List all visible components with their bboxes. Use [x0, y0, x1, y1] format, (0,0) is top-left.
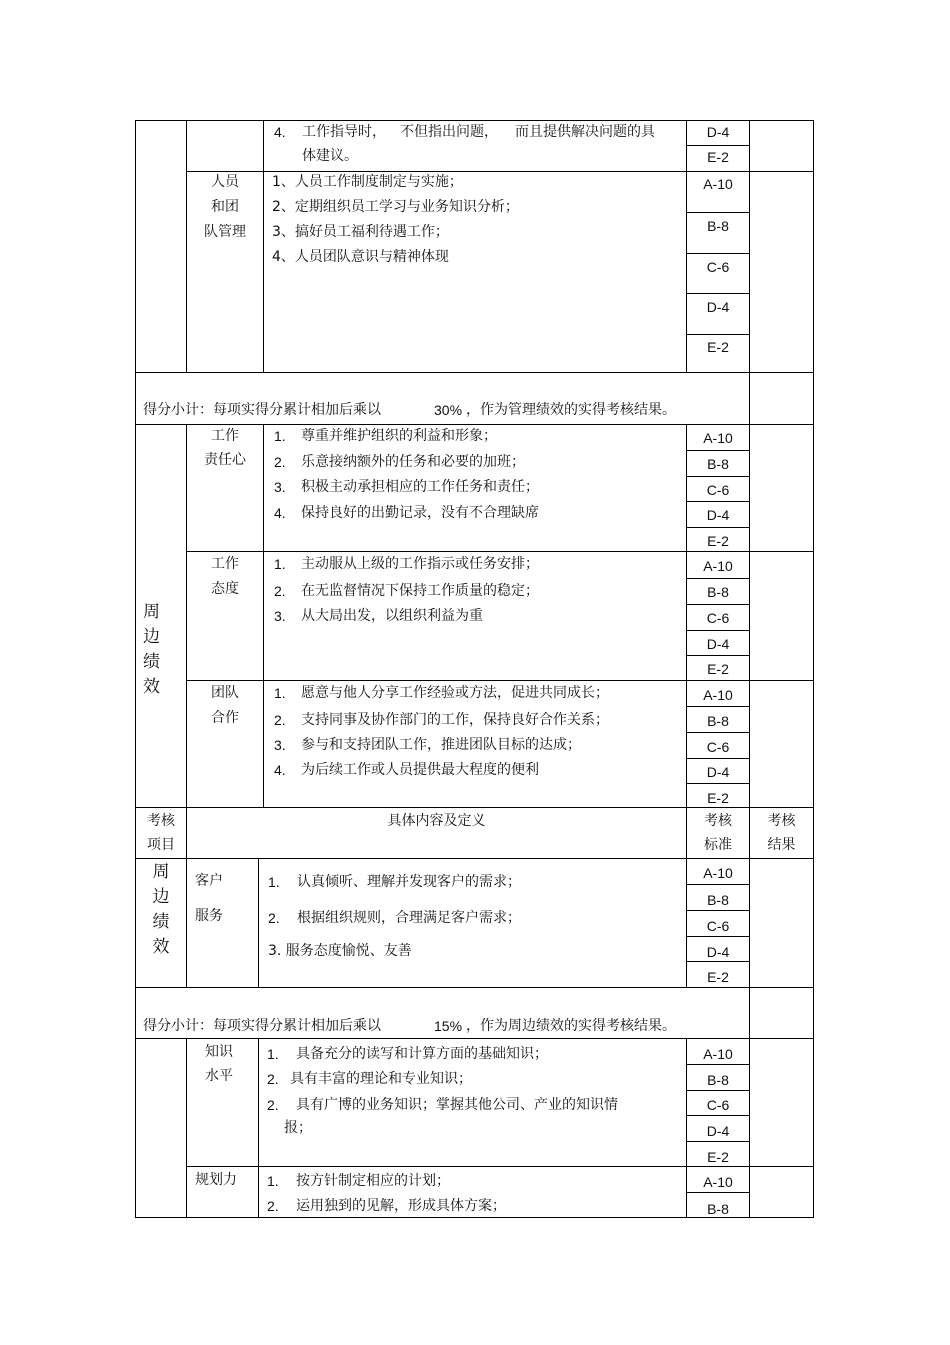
list-item: 尊重并维护组织的利益和形象；: [301, 428, 497, 444]
list-item: 保持良好的出勤记录，没有不合理缺席: [301, 505, 539, 521]
item-number: 1.: [267, 1173, 279, 1189]
list-item: 按方针制定相应的计划；: [296, 1173, 450, 1189]
criterion-label: 工作: [211, 428, 239, 444]
grade-cell: C-6: [706, 1097, 730, 1113]
item-number: 2.: [267, 1071, 279, 1087]
list-item: 为后续工作或人员提供最大程度的便利: [301, 762, 539, 778]
grade-cell: A-10: [703, 1174, 733, 1190]
list-item: 愿意与他人分享工作经验或方法，促进共同成长；: [301, 685, 609, 701]
grade-cell: C-6: [706, 918, 730, 934]
header-item: 项目: [147, 837, 175, 853]
grade-cell: C-6: [706, 259, 730, 275]
criterion-label: 态度: [211, 581, 239, 597]
grade-cell: A-10: [703, 176, 733, 192]
header-result: 考核: [767, 813, 796, 829]
grade-cell: D-4: [706, 507, 730, 523]
criterion-label: 合作: [211, 710, 239, 726]
list-item: 2、定期组织员工学习与业务知识分析；: [272, 199, 519, 215]
list-item: 具有丰富的理论和专业知识；: [290, 1071, 472, 1087]
header-result: 结果: [767, 837, 796, 853]
list-item: 3、搞好员工福利待遇工作；: [272, 224, 449, 240]
subtotal-text: 得分小计：每项实得分累计相加后乘以: [143, 402, 381, 418]
list-item: 主动服从上级的工作指示或任务安排；: [301, 556, 539, 572]
category-label: 周: [152, 862, 170, 882]
criterion-label: 客户: [195, 873, 223, 889]
grade-cell: C-6: [706, 739, 730, 755]
list-item: 运用独到的见解，形成具体方案；: [296, 1198, 506, 1214]
header-standard: 标准: [704, 837, 732, 853]
grade-cell: E-2: [707, 1149, 729, 1165]
criterion-label: 知识: [205, 1044, 233, 1060]
item-number: 4.: [274, 505, 286, 521]
item-number: 2.: [267, 1198, 279, 1214]
item-number: 1.: [267, 1046, 279, 1062]
criterion-label: 团队: [211, 685, 239, 701]
item-number: 1.: [274, 428, 286, 444]
criterion-label: 和团: [211, 199, 239, 215]
item-number: 2.: [267, 1097, 279, 1113]
item-number: 4.: [274, 762, 286, 778]
criterion-label: 服务: [195, 908, 223, 924]
list-item: 乐意接纳额外的任务和必要的加班；: [301, 454, 525, 470]
item-number: 4.: [274, 124, 286, 140]
list-item: 从大局出发，以组织利益为重: [301, 608, 483, 624]
grade-cell: B-8: [707, 218, 729, 234]
item-number: 2.: [274, 583, 286, 599]
category-label: 效: [152, 937, 170, 957]
item-number: 1.: [274, 556, 286, 572]
header-item: 考核: [147, 813, 175, 829]
grade-cell: E-2: [707, 533, 729, 549]
list-item: 认真倾听、理解并发现客户的需求；: [297, 874, 521, 890]
border-right: [813, 120, 814, 1218]
category-label: 绩: [143, 652, 160, 672]
list-item: 支持同事及协作部门的工作，保持良好合作关系；: [301, 712, 609, 728]
item-number: 1.: [268, 874, 280, 890]
criterion-label: 队管理: [204, 224, 246, 240]
grade-cell: A-10: [703, 430, 733, 446]
criterion-label: 规划力: [195, 1172, 237, 1188]
grade-cell: D-4: [706, 299, 730, 315]
item-number: 3.: [274, 608, 286, 624]
list-item: 1、人员工作制度制定与实施；: [272, 174, 463, 190]
category-label: 绩: [152, 912, 170, 932]
grade-cell: A-10: [703, 865, 733, 881]
grade-cell: E-2: [707, 339, 729, 355]
grade-cell: D-4: [706, 944, 730, 960]
grade-cell: C-6: [706, 610, 730, 626]
subtotal-text: 得分小计：每项实得分累计相加后乘以: [143, 1018, 381, 1034]
subtotal-text: ，作为周边绩效的实得考核结果。: [466, 1018, 676, 1034]
list-item: 参与和支持团队工作，推进团队目标的达成；: [301, 737, 581, 753]
header-content: 具体内容及定义: [387, 813, 486, 829]
grade-cell: B-8: [707, 584, 729, 600]
subtotal-percent: 30%: [434, 402, 463, 418]
grade-cell: E-2: [707, 661, 729, 677]
grade-cell: B-8: [707, 1072, 729, 1088]
grade-cell: B-8: [707, 892, 729, 908]
list-item: 积极主动承担相应的工作任务和责任；: [301, 479, 539, 495]
subtotal-percent: 15%: [434, 1018, 463, 1034]
grade-cell: E-2: [707, 790, 729, 806]
criterion-label: 工作: [211, 556, 239, 572]
list-item: 在无监督情况下保持工作质量的稳定；: [301, 583, 539, 599]
item-text: 而且提供解决问题的具: [515, 124, 655, 140]
grade-cell: D-4: [706, 636, 730, 652]
border-left: [135, 120, 136, 1218]
grade-cell: A-10: [703, 558, 733, 574]
grade-cell: B-8: [707, 713, 729, 729]
item-text: 工作指导时，: [302, 124, 386, 140]
grade-cell: A-10: [703, 1046, 733, 1062]
grade-cell: C-6: [706, 482, 730, 498]
category-label: 周: [143, 602, 160, 622]
grade-cell: B-8: [707, 1201, 729, 1217]
item-number: 1.: [274, 685, 286, 701]
criterion-label: 水平: [205, 1068, 233, 1084]
list-item: 具备充分的读写和计算方面的基础知识；: [296, 1046, 548, 1062]
criterion-label: 责任心: [204, 452, 246, 468]
list-item: 3. 服务态度愉悦、友善: [268, 943, 412, 959]
grade-cell: B-8: [707, 456, 729, 472]
header-standard: 考核: [704, 813, 732, 829]
grade-cell: D-4: [706, 764, 730, 780]
grade-cell: D-4: [706, 124, 730, 140]
grade-cell: D-4: [706, 1123, 730, 1139]
grade-cell: A-10: [703, 687, 733, 703]
category-label: 边: [143, 627, 160, 647]
grade-cell: E-2: [707, 969, 729, 985]
item-number: 3.: [274, 737, 286, 753]
item-text: 体建议。: [302, 148, 358, 164]
item-number: 3.: [274, 479, 286, 495]
category-label: 边: [152, 887, 170, 907]
list-item: 4、人员团队意识与精神体现: [272, 249, 449, 265]
item-number: 2.: [274, 454, 286, 470]
item-text: 不但指出问题，: [400, 124, 498, 140]
item-number: 2.: [274, 712, 286, 728]
category-label: 效: [143, 677, 160, 697]
list-item: 根据组织规则，合理满足客户需求；: [297, 910, 521, 926]
item-number: 2.: [268, 910, 280, 926]
grade-cell: E-2: [707, 149, 729, 165]
criterion-label: 人员: [211, 174, 239, 190]
list-item-continuation: 报；: [284, 1120, 312, 1136]
subtotal-text: ，作为管理绩效的实得考核结果。: [466, 402, 676, 418]
list-item: 具有广博的业务知识；掌握其他公司、产业的知识情: [296, 1097, 618, 1113]
